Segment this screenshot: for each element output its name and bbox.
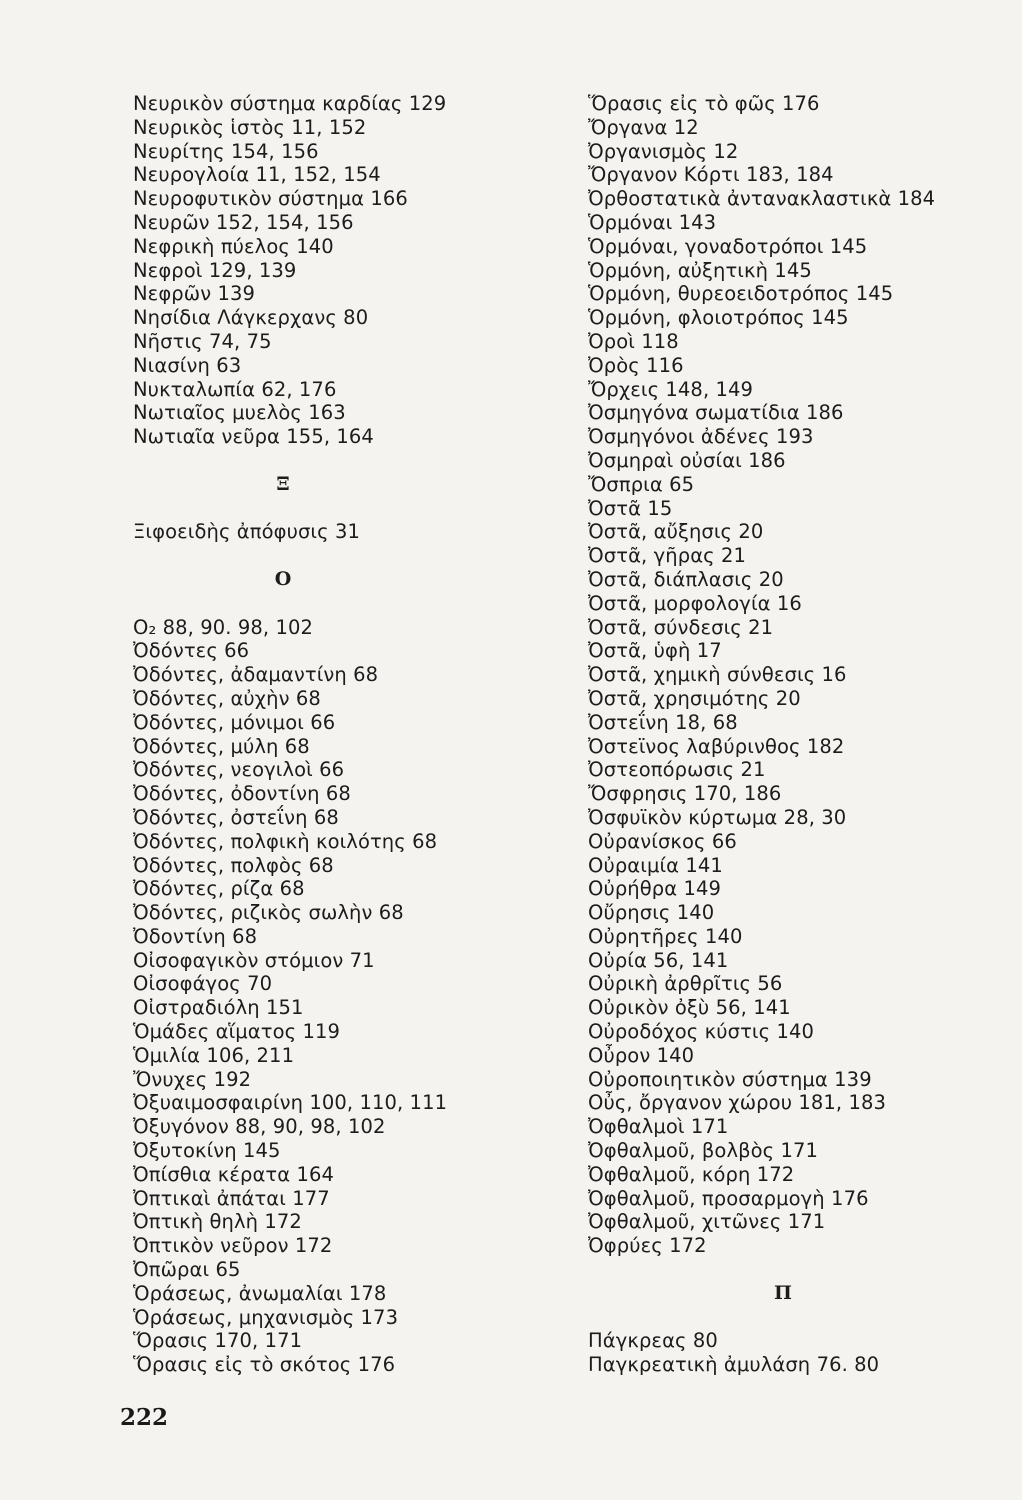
index-entry: Ὀργανισμὸς 12: [588, 139, 739, 163]
index-entry: Ὀσμηραὶ οὐσίαι 186: [588, 448, 786, 472]
index-entry: Ὁρμόναι, γοναδοτρόποι 145: [588, 234, 868, 258]
index-entry: Νησίδια Λάγκερχανς 80: [133, 306, 369, 330]
index-entry: Ὄργανον Κόρτι 183, 184: [588, 163, 834, 187]
index-entry: Οὖρον 140: [588, 1043, 695, 1067]
index-entry: Ὀσφυϊκὸν κύρτωμα 28, 30: [588, 805, 847, 829]
index-entry: Νῆστις 74, 75: [133, 329, 272, 353]
index-entry: Οἰστραδιόλη 151: [133, 996, 304, 1020]
index-entry: Ὀφθαλμοὶ 171: [588, 1115, 729, 1139]
index-entry: Νωτιαῖα νεῦρα 155, 164: [133, 425, 374, 449]
index-entry: Ὀστᾶ 15: [588, 496, 673, 520]
index-entry: Νευρογλοία 11, 152, 154: [133, 163, 381, 187]
index-entry: Ὀδόντες, ὀστεΐνη 68: [133, 805, 339, 829]
index-entry: Ὀσμηγόνοι ἀδένες 193: [588, 425, 814, 449]
index-entry: Οὐρήθρα 149: [588, 877, 722, 901]
index-entry: O₂ 88, 90. 98, 102: [133, 615, 314, 639]
spacer: [588, 1306, 1008, 1330]
index-entry: Ὀδόντες, αὐχὴν 68: [133, 686, 321, 710]
index-entry: Νευρικὸν σύστημα καρδίας 129: [133, 92, 447, 115]
index-entry: Ὀδόντες, ὀδοντίνη 68: [133, 782, 351, 806]
index-entry: Ὀστεϊνος λαβύρινθος 182: [588, 734, 845, 758]
index-entry: Οἰσοφαγικὸν στόμιον 71: [133, 948, 375, 972]
index-entry: Οὐροποιητικὸν σύστημα 139: [588, 1067, 872, 1091]
index-entry: Οὐρικὸν ὀξὺ 56, 141: [588, 996, 791, 1020]
index-entry: Πάγκρεας 80: [588, 1329, 718, 1353]
index-entry: Ὁρμόναι 143: [588, 210, 717, 234]
index-entry: Οὐρητῆρες 140: [588, 924, 743, 948]
index-entry: Ὀρθοστατικὰ ἀντανακλαστικὰ 184: [588, 187, 936, 211]
index-entry: Ὄσπρια 65: [588, 472, 695, 496]
index-entry: Ὀσμηγόνα σωματίδια 186: [588, 401, 844, 425]
index-entry: Ὄργανα 12: [588, 115, 699, 139]
index-entry: Ὅρασις εἰς τὸ σκότος 176: [133, 1353, 396, 1377]
index-entry: Ὄρχεις 148, 149: [588, 377, 754, 401]
index-entry: Ὀδόντες, ἀδαμαντίνη 68: [133, 663, 379, 687]
index-entry: Οὖς, ὄργανον χώρου 181, 183: [588, 1091, 887, 1115]
index-entry: Οἰσοφάγος 70: [133, 972, 273, 996]
index-entry: Νεφρικὴ πύελος 140: [133, 234, 334, 258]
index-entry: Παγκρεατικὴ ἀμυλάση 76. 80: [588, 1353, 880, 1377]
index-entry: Ὀστᾶ, χημικὴ σύνθεσις 16: [588, 663, 847, 687]
index-entry: Νευρικὸς ἱστὸς 11, 152: [133, 115, 367, 139]
index-entry: Ὁρμόνη, φλοιοτρόπος 145: [588, 306, 849, 330]
index-entry: Ὄσφρησις 170, 186: [588, 782, 782, 806]
index-entry: Νυκταλωπία 62, 176: [133, 377, 337, 401]
index-entry: Ὀξυτοκίνη 145: [133, 1139, 281, 1163]
index-entry: Ὀδοντίνη 68: [133, 924, 258, 948]
index-entry: Ὀδόντες, μόνιμοι 66: [133, 710, 336, 734]
spacer: [133, 449, 573, 473]
index-entry: Ὁμιλία 106, 211: [133, 1043, 295, 1067]
index-entry: Οὐραιμία 141: [588, 853, 723, 877]
index-entry: Ὀφθαλμοῦ, προσαρμογὴ 176: [588, 1186, 869, 1210]
index-column-left: [133, 92, 573, 1377]
index-entry: Ὀστεοπόρωσις 21: [588, 758, 766, 782]
index-entry: Ὅρασις 170, 171: [133, 1329, 303, 1353]
index-entry: Ὀστεΐνη 18, 68: [588, 710, 738, 734]
index-entry: Ὁμάδες αἵματος 119: [133, 1020, 340, 1044]
index-entry: Ὀστᾶ, μορφολογία 16: [588, 591, 802, 615]
index-entry: Ὀστᾶ, ὑφὴ 17: [588, 639, 722, 663]
index-entry: Οὐρία 56, 141: [588, 948, 729, 972]
index-entry: Ὁρμόνη, θυρεοειδοτρόπος 145: [588, 282, 894, 306]
index-entry: Ὀστᾶ, σύνδεσις 21: [588, 615, 774, 639]
index-entry: Ὁράσεως, μηχανισμὸς 173: [133, 1305, 399, 1329]
index-entry: Ὅρασις εἰς τὸ φῶς 176: [588, 92, 820, 115]
index-entry: Ὀδόντες, πολφικὴ κοιλότης 68: [133, 829, 438, 853]
index-entry: Ὀπίσθια κέρατα 164: [133, 1162, 335, 1186]
spacer: [133, 544, 573, 568]
index-entry: Ὀφθαλμοῦ, βολβὸς 171: [588, 1139, 819, 1163]
index-entry: Νωτιαῖος μυελὸς 163: [133, 401, 346, 425]
index-entry: Ὀροὶ 118: [588, 329, 679, 353]
index-entry: Ὀστᾶ, χρησιμότης 20: [588, 686, 801, 710]
index-entry: Ὀρὸς 116: [588, 353, 684, 377]
index-entry: Ὀδόντες, νεογιλοὶ 66: [133, 758, 345, 782]
index-entry: Ὀδόντες, ριζικὸς σωλὴν 68: [133, 901, 404, 925]
index-entry: Ὀστᾶ, διάπλασις 20: [588, 567, 784, 591]
index-column-right: [588, 92, 1008, 1377]
section-letter-heading: Ο: [274, 567, 292, 590]
index-entry: Ὀπῶραι 65: [133, 1258, 241, 1282]
index-entry: Ὀδόντες, πολφὸς 68: [133, 853, 334, 877]
index-entry: Ὁράσεως, ἀνωμαλίαι 178: [133, 1281, 387, 1305]
spacer: [133, 592, 573, 616]
index-entry: Νιασίνη 63: [133, 353, 242, 377]
index-entry: Ὀφρύες 172: [588, 1234, 707, 1258]
index-entry: Ὀφθαλμοῦ, χιτῶνες 171: [588, 1210, 826, 1234]
index-entry: Ὀστᾶ, γῆρας 21: [588, 544, 747, 568]
index-entry: Οὐρανίσκος 66: [588, 829, 737, 853]
index-entry: Ὁρμόνη, αὐξητικὴ 145: [588, 258, 812, 282]
index-entry: Ὀπτικαὶ ἀπάται 177: [133, 1186, 330, 1210]
index-entry: Νεφρῶν 139: [133, 282, 256, 306]
index-entry: Ὀξυαιμοσφαιρίνη 100, 110, 111: [133, 1091, 448, 1115]
index-entry: Ὀπτικὸν νεῦρον 172: [133, 1234, 333, 1258]
index-entry: Ὀπτικὴ θηλὴ 172: [133, 1210, 302, 1234]
spacer: [588, 1258, 1008, 1282]
section-letter-heading: Π: [774, 1281, 792, 1304]
index-entry: Ξιφοειδὴς ἀπόφυσις 31: [133, 520, 360, 544]
section-letter-heading: Ξ: [276, 472, 290, 495]
index-entry: Ὀδόντες 66: [133, 639, 250, 663]
index-entry: Οὐρικὴ ἀρθρῖτις 56: [588, 972, 783, 996]
index-entry: Ὄνυχες 192: [133, 1067, 252, 1091]
index-entry: Οὐροδόχος κύστις 140: [588, 1020, 814, 1044]
index-entry: Νεφροὶ 129, 139: [133, 258, 297, 282]
index-entry: Νευροφυτικὸν σύστημα 166: [133, 187, 408, 211]
spacer: [133, 497, 573, 521]
index-entry: Νευρίτης 154, 156: [133, 139, 319, 163]
index-entry: Νευρῶν 152, 154, 156: [133, 210, 354, 234]
index-entry: Οὔρησις 140: [588, 901, 715, 925]
index-entry: Ὀφθαλμοῦ, κόρη 172: [588, 1162, 795, 1186]
index-entry: Ὀξυγόνον 88, 90, 98, 102: [133, 1115, 386, 1139]
index-entry: Ὀστᾶ, αὔξησις 20: [588, 520, 764, 544]
page-number: 222: [120, 1404, 169, 1431]
index-entry: Ὀδόντες, μύλη 68: [133, 734, 310, 758]
index-entry: Ὀδόντες, ρίζα 68: [133, 877, 305, 901]
